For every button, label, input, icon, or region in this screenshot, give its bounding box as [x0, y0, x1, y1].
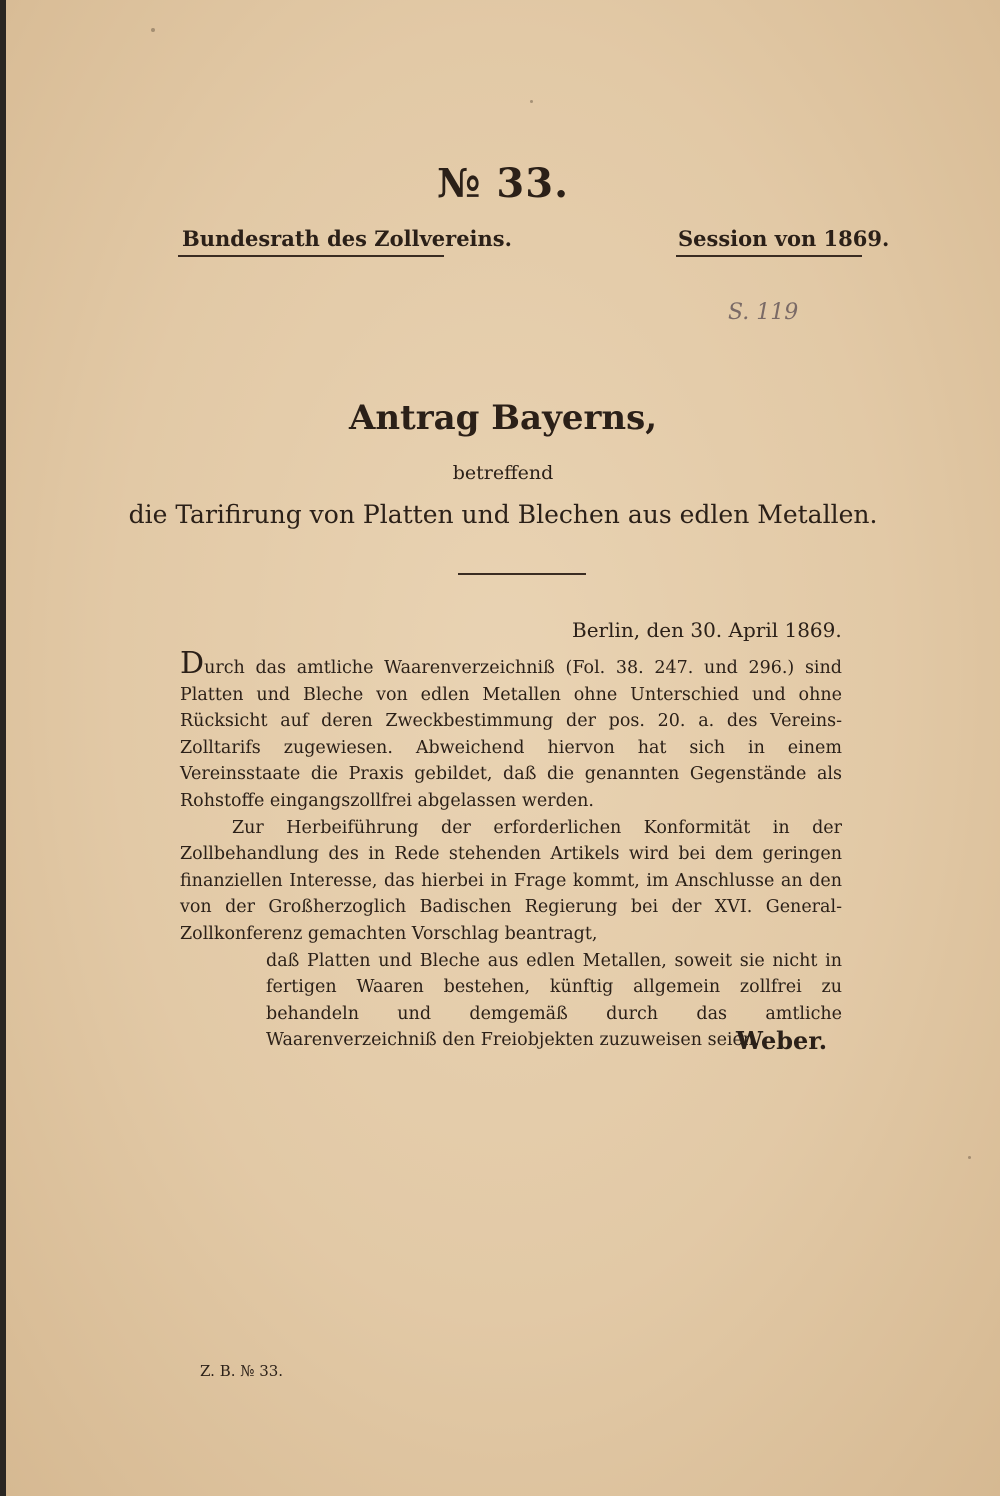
document-title: Antrag Bayerns, [348, 398, 658, 438]
document-page [6, 0, 1000, 1496]
header-right: Session von 1869. [678, 226, 890, 251]
footer-reference: Z. B. № 33. [200, 1362, 284, 1380]
paragraph-1 [180, 646, 842, 815]
paragraph-1-text: urch das amtliche Waarenverzeichniß (Fol. 38. 247. und 296.) sind Platten und Bleche von edlen Metallen ohne Unterschied und ohne Rücksicht auf deren Zweckbestimmung der pos. 20. a. des Vereins-Zolltarifs zugewiesen. Abweichend hiervon hat sich in einem Vereinsstaate die Praxis gebildet, daß die genannten Gegenstände als Rohstoffe eingangszollfrei abgelassen werden. [180, 658, 842, 811]
header-rule-right [676, 255, 862, 257]
header-rule-left [178, 255, 444, 257]
document-number: № 33. [437, 160, 569, 207]
subtitle-line-1: betreffend [452, 462, 554, 484]
paragraph-3: daß Platten und Bleche aus edlen Metallen, soweit sie nicht in fertigen Waaren bestehen, künftig allgemein zollfrei zu behandeln und demgemäß durch das amtliche Waarenverzeichniß den Freiobjekten zuzuweisen seien. [266, 950, 842, 1051]
paragraph-2: Zur Herbeiführung der erforderlichen Konformität in der Zollbehandlung des in Rede stehenden Artikels wird bei dem geringen finanziellen Interesse, das hierbei in Frage kommt, im Anschlusse an den von der Großherzoglich Badischen Regierung bei der XVI. General-Zollkonferenz gemachten Vorschlag beantragt, [180, 817, 842, 944]
drop-cap: D [180, 646, 205, 681]
dateline: Berlin, den 30. April 1869. [572, 618, 842, 642]
signature: Weber. [736, 1026, 828, 1055]
body-text [180, 646, 842, 1054]
subtitle-line-2: die Tarifirung von Platten und Blechen aus edlen Metallen. [128, 500, 878, 529]
title-divider [458, 573, 586, 575]
paper-spot [151, 28, 155, 32]
handwritten-note: S. 119 [728, 300, 799, 325]
paper-spot [968, 1156, 971, 1159]
header-left: Bundesrath des Zollvereins. [182, 226, 512, 251]
paper-spot [530, 100, 533, 103]
